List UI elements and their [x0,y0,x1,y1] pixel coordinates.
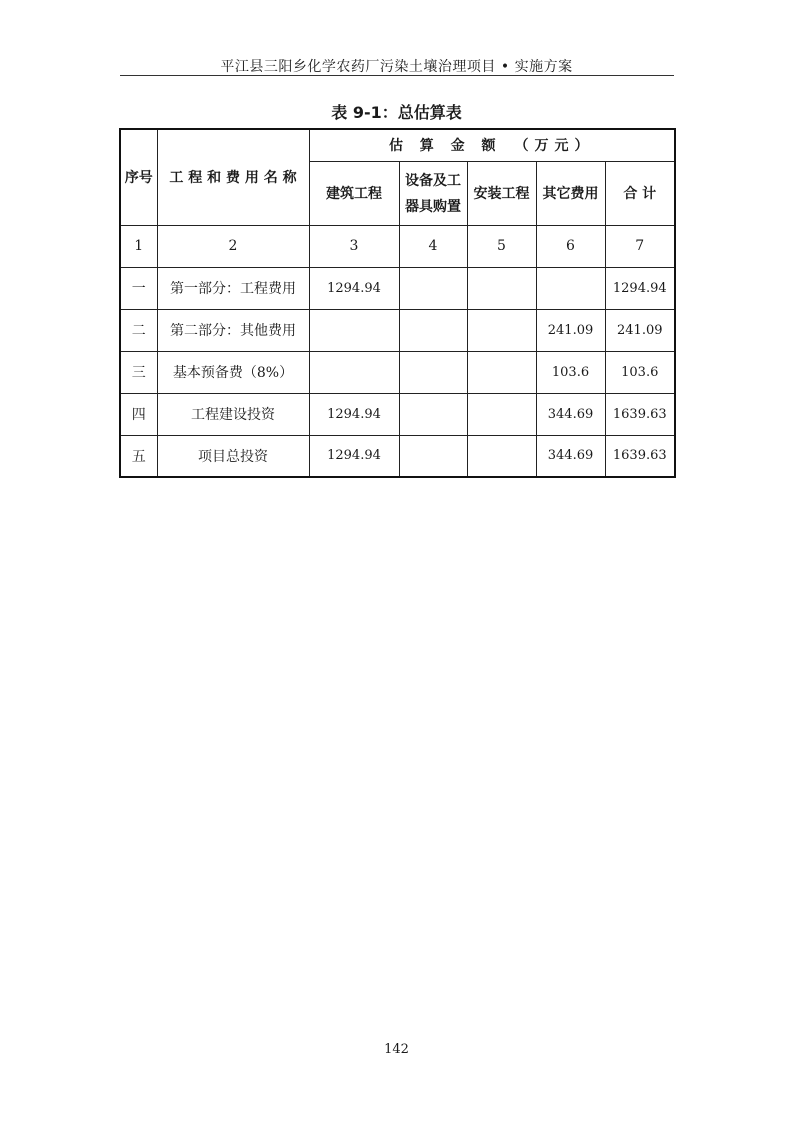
index-cell: 4 [399,225,467,267]
row-other: 103.6 [536,351,605,393]
budget-estimate-table [119,128,676,478]
row-name: 基本预备费（8%） [157,351,309,393]
table-row [120,351,675,393]
document-header-title: 平江县三阳乡化学农药厂污染土壤治理项目 • 实施方案 [220,59,573,75]
index-row [120,225,675,267]
row-installation [467,267,536,309]
row-total: 1294.94 [605,267,675,309]
row-building [309,309,399,351]
page-number: 142 [384,1042,409,1057]
row-name: 第一部分：工程费用 [157,267,309,309]
header-equipment [399,161,467,225]
row-total: 103.6 [605,351,675,393]
row-other: 344.69 [536,435,605,477]
index-cell: 6 [536,225,605,267]
row-installation [467,393,536,435]
row-installation [467,351,536,393]
header-equipment-line1: 设备及工 [405,173,461,189]
header-installation: 安装工程 [467,161,536,225]
row-total: 1639.63 [605,393,675,435]
header-divider [120,75,674,76]
table-row [120,309,675,351]
table-row [120,393,675,435]
row-building [309,351,399,393]
row-other: 344.69 [536,393,605,435]
row-installation [467,309,536,351]
header-total: 合 计 [605,161,675,225]
index-cell: 2 [157,225,309,267]
row-other [536,267,605,309]
header-seq: 序号 [120,129,157,225]
row-equipment [399,435,467,477]
row-building: 1294.94 [309,435,399,477]
row-total: 1639.63 [605,435,675,477]
row-seq: 三 [120,351,157,393]
row-name: 工程建设投资 [157,393,309,435]
table-row [120,267,675,309]
index-cell: 5 [467,225,536,267]
row-total: 241.09 [605,309,675,351]
header-equipment-line2: 器具购置 [405,199,461,215]
row-seq: 五 [120,435,157,477]
row-equipment [399,351,467,393]
row-seq: 四 [120,393,157,435]
row-seq: 一 [120,267,157,309]
row-equipment [399,267,467,309]
row-installation [467,435,536,477]
table-row [120,435,675,477]
row-building: 1294.94 [309,393,399,435]
row-equipment [399,393,467,435]
index-cell: 1 [120,225,157,267]
row-name: 第二部分：其他费用 [157,309,309,351]
header-building: 建筑工程 [309,161,399,225]
row-seq: 二 [120,309,157,351]
header-name: 工 程 和 费 用 名 称 [157,129,309,225]
index-cell: 3 [309,225,399,267]
header-other: 其它费用 [536,161,605,225]
index-cell: 7 [605,225,675,267]
row-name: 项目总投资 [157,435,309,477]
row-other: 241.09 [536,309,605,351]
table-caption: 表 9-1：总估算表 [331,103,462,122]
row-building: 1294.94 [309,267,399,309]
row-equipment [399,309,467,351]
header-amount-group: 估 算 金 额 （万元） [309,129,675,161]
